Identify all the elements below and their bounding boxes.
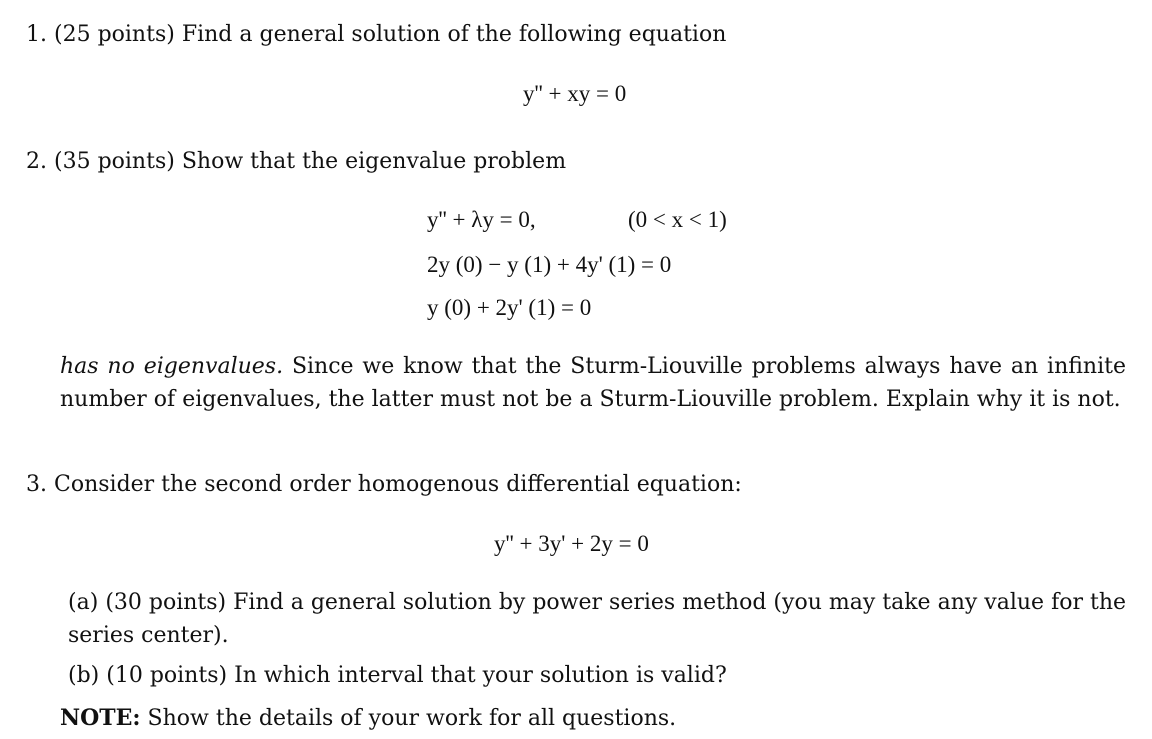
- problem-2-text: Show that the eigenvalue problem: [181, 149, 567, 174]
- problem-2-points: (35 points): [54, 149, 175, 174]
- problem-3-header: [26, 474, 742, 496]
- problem-2-followup-emph: has no eigenvalues.: [60, 354, 284, 379]
- problem-2-equation-2: 2y (0) − y (1) + 4y' (1) = 0: [427, 252, 672, 277]
- problem-2-number: 2.: [26, 149, 47, 174]
- note-label: NOTE:: [60, 705, 141, 731]
- problem-1-header: [26, 24, 726, 46]
- problem-1-points: (25 points): [54, 22, 175, 47]
- part-a-text: Find a general solution by power series method (you may take any value for the series center).: [68, 590, 1127, 648]
- problem-2-condition: (0 < x < 1): [628, 207, 727, 232]
- problem-2-followup: [60, 350, 1126, 416]
- part-b-points: (10 points): [106, 663, 228, 688]
- problem-2-followup-text: Since we know that the Sturm-Liouville problems always have an infinite number of eigenvalues, the latter must not be a Sturm-Liouville problem. Explain why it is not.: [60, 354, 1126, 412]
- part-b-label: (b): [68, 663, 100, 688]
- problem-3-part-b: [68, 665, 727, 687]
- problem-3-part-a: [68, 586, 1126, 652]
- part-a-points: (30 points): [105, 590, 227, 615]
- problem-2-equation-1: y'' + λy = 0,: [427, 207, 536, 232]
- part-b-text: In which interval that your solution is valid?: [234, 663, 727, 688]
- problem-3-text: Consider the second order homogenous differential equation:: [54, 472, 742, 497]
- note: [60, 707, 676, 730]
- problem-2-equation-3: y (0) + 2y' (1) = 0: [427, 295, 592, 320]
- problem-2-header: [26, 151, 566, 173]
- problem-1-text: Find a general solution of the following equation: [181, 22, 727, 47]
- problem-1-number: 1.: [26, 22, 47, 47]
- problem-3-equation: y'' + 3y' + 2y = 0: [494, 531, 649, 556]
- note-text: Show the details of your work for all questions.: [147, 706, 677, 731]
- problem-1-equation: y'' + xy = 0: [523, 81, 627, 106]
- part-a-label: (a): [68, 590, 99, 615]
- problem-3-number: 3.: [26, 472, 47, 497]
